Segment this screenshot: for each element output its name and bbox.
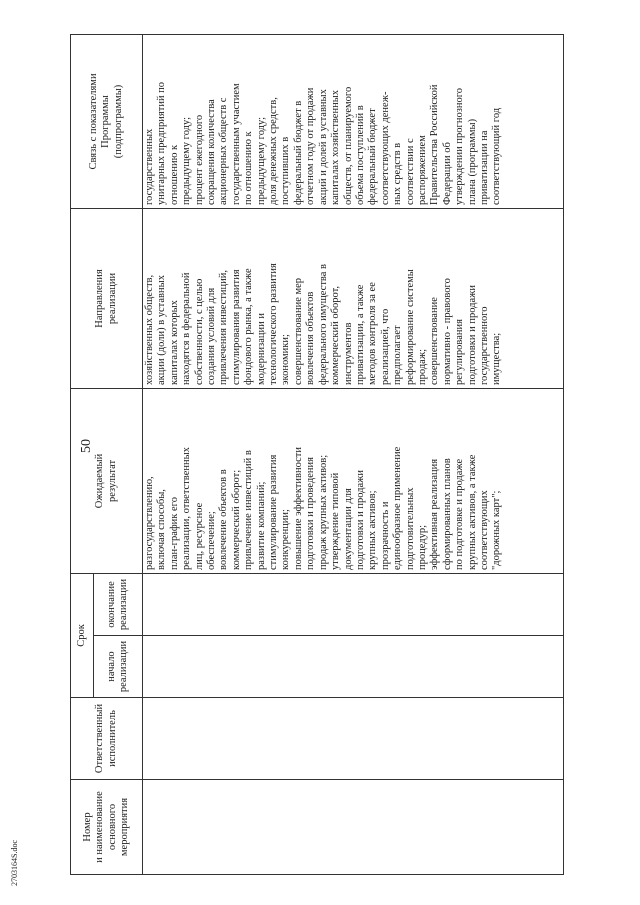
cell-start [143,636,564,698]
header-number-name: Номер и наименование основного мероприятия [71,780,143,875]
header-result: Ожидаемый результат [71,388,143,573]
cell-end [143,573,564,635]
header-link: Связь с показателями Программы (подпрограммы) [71,34,143,208]
header-directions: Направления реализации [71,208,143,388]
table-row [143,34,564,874]
cell-directions: хозяйственных обществ, акции (доли) в уставных капиталах которых находятся в федеральной собственности, с целью создания условий для привлечения инвестиций, стимулирования развития фондового рынка, а также модернизации и технологического развития экономики; совершенствование мер вовлечения объектов федерального имущества в коммерческий оборот, инструментов приватизации, а также методов контроля за ее реализацией, что предполагает реформирование системы продаж; совершенствование нормативно - правового регулирования подготовки и продажи государственного имущества; [143,208,564,388]
header-end: окончание реализации [94,573,143,635]
header-start: начало реализации [94,636,143,698]
cell-link: государственных унитарных предприятий по отношению к предыдущему году; процент ежегодного сокращения количества акционерных обществ с государственным участием по отношению к предыдущему году; доля денежных средств, поступивших в федеральный бюджет в отчетном году от продажи акций и долей в уставных капиталах хозяйственных обществ, от планируемого объема поступлений в федеральный бюджет соответствующих денеж- ных средств в соответствии с распоряжением Правительства Российской Федерации об утверждении прогнозного плана (программы) приватизации на соответствующий год [143,34,564,208]
header-term: Срок [71,573,94,697]
cell-result: разгосударствлению, включая способы, план-график его реализации, ответственных лиц, ресурсное обеспечение; вовлечение объектов в коммерческий оборот; привлечение инвестиций в развитие компаний; стимулирование развития конкуренции; повышение эффективности подготовки и проведения продаж крупных активов; утверждение типовой документации для подготовки и продажи крупных активов; прозрачность и единообразное применение подготовительных процедур; эффективная реализация сформированных планов по подготовке и продаже крупных активов, а также соответствующих "дорожных карт"; [143,388,564,573]
rotated-table-container [70,35,590,875]
cell-responsible [143,698,564,780]
cell-number-name [143,780,564,875]
page-number: 50 [79,439,94,453]
document-code: 2703164S.doc [10,840,19,886]
measures-table [70,34,564,875]
header-responsible: Ответственный исполнитель [71,698,143,780]
